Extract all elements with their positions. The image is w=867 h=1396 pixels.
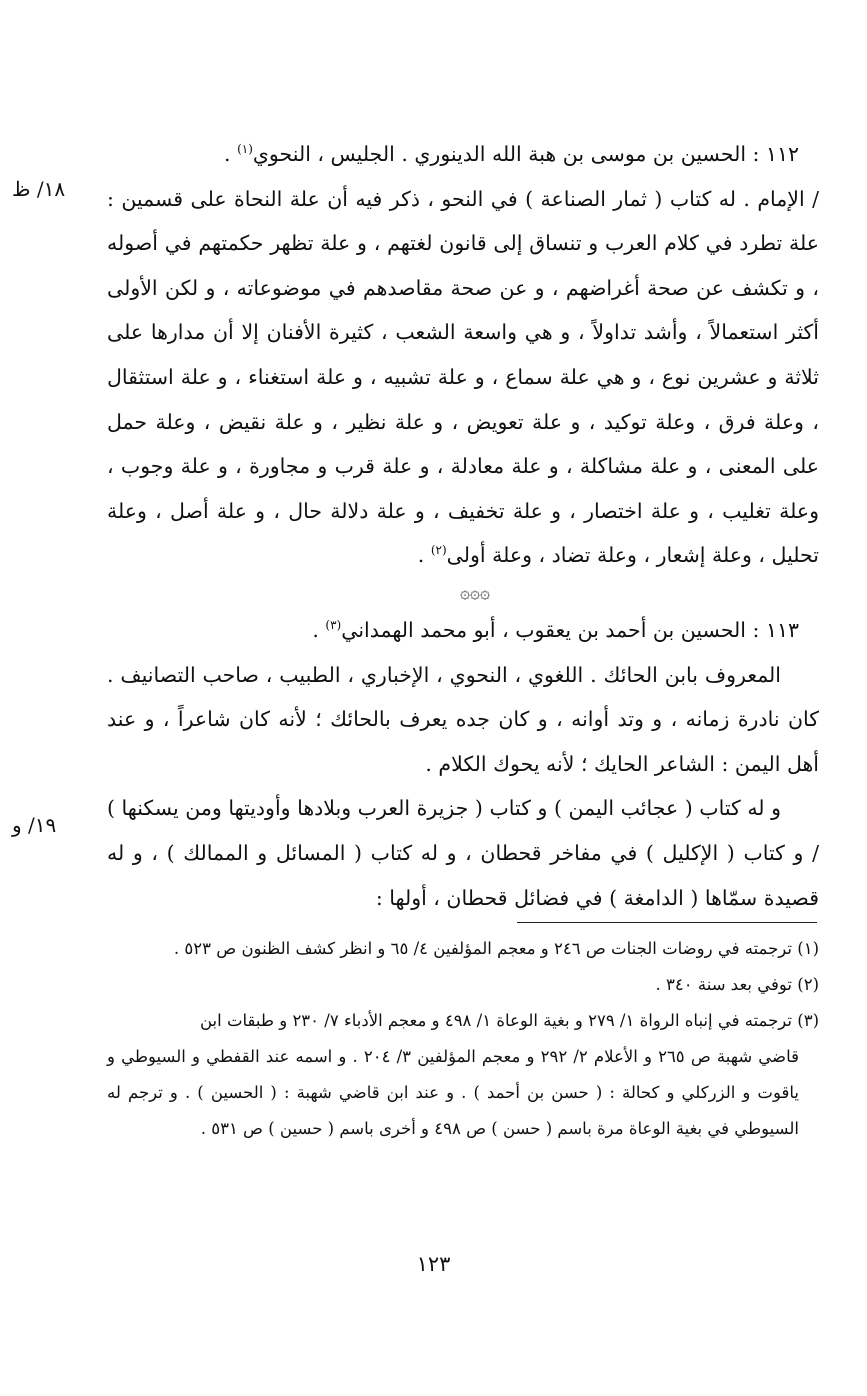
margin-folio-note-1: ١٨/ ظ: [12, 177, 66, 201]
entry-112-body: [107, 177, 819, 578]
entry-112-title-end: .: [224, 142, 238, 166]
section-separator: [107, 578, 819, 608]
footnote-ref-1: (١): [237, 142, 253, 157]
footnote-3-continuation: قاضي شهبة ص ٢٦٥ و الأعلام ٢/ ٢٩٢ و معجم المؤلفين ٣/ ٢٠٤ . و اسمه عند القفطي و السيوطي و ياقوت و الزركلي و كحالة : ( حسن بن أحمد ) . و عند ابن قاضي شهبة : ( الحسين ) . و ترجم له السيوطي في بغية الوعاة مرة باسم ( حسن ) ص ٤٩٨ و أخرى باسم ( حسين ) ص ٥٣١ .: [107, 1047, 799, 1138]
entry-112-body-end: .: [417, 543, 431, 568]
entry-112-title: ١١٢ : الحسين بن موسى بن هبة الله الدينوري . الجليس ، النحوي: [252, 142, 799, 166]
footnotes: [107, 931, 819, 1147]
entry-112-body-text: / الإمام . له كتاب ( ثمار الصناعة ) في النحو ، ذكر فيه أن علة النحاة على قسمين : علة تطرد في كلام العرب و تنساق إلى قانون لغتهم ، و علة تظهر حكمتهم في أصوله ، و تكشف عن صحة أغراضهم ، و عن صحة مقاصدهم في موضوعاته ، و لكن الأولى أكثر استعمالاً ، وأشد تداولاً ، و هي واسعة الشعب ، كثيرة الأفنان إلا أن مدارها على ثلاثة و عشرين نوع ، و هي علة سماع ، و علة تشبيه ، و علة استغناء ، و علة استثقال ، وعلة فرق ، وعلة توكيد ، و علة تعويض ، و علة نظير ، و علة نقيض ، وعلة حمل على المعنى ، و علة مشاكلة ، و علة معادلة ، و علة قرب و مجاورة ، و علة وجوب ، وعلة تغليب ، و علة اختصار ، و علة تخفيف ، و علة دلالة حال ، و علة أصل ، وعلة تحليل ، وعلة إشعار ، وعلة تضاد ، وعلة أولى: [107, 186, 819, 568]
page-number: ١٢٣: [416, 1252, 451, 1276]
entry-113-title: ١١٣ : الحسين بن أحمد بن يعقوب ، أبو محمد الهمداني: [341, 617, 799, 642]
separator-star-1: ۞: [460, 582, 471, 603]
entry-113-paragraph-2: و له كتاب ( عجائب اليمن ) و كتاب ( جزيرة العرب وبلادها وأوديتها ومن يسكنها ) / و كتاب ( الإكليل ) في مفاخر قحطان ، و له كتاب ( المسائل و الممالك ) ، و له قصيدة سمّاها ( الدامغة ) في فضائل قحطان ، أولها :: [107, 796, 819, 910]
entry-113-paragraph-1: المعروف بابن الحائك . اللغوي ، النحوي ، الإخباري ، الطبيب ، صاحب التصانيف . كان نادرة زمانه ، و وتد أوانه ، و كان جده يعرف بالحائك ؛ لأنه كان شاعراً ، و عند أهل اليمن : الشاعر الحايك ؛ لأنه يحوك الكلام .: [107, 662, 819, 776]
entry-112-heading: [107, 132, 819, 177]
footnote-ref-3: (٣): [325, 618, 342, 633]
footnote-ref-2: (٢): [430, 543, 447, 558]
footnote-3-first-line: (٣) ترجمته في إنباه الرواة ١/ ٢٧٩ و بغية الوعاة ١/ ٤٩٨ و معجم الأدباء ٧/ ٢٣٠ و طبقات ابن: [199, 1011, 819, 1030]
entry-113-title-end: .: [312, 617, 326, 642]
footnote-1: (١) ترجمته في روضات الجنات ص ٢٤٦ و معجم المؤلفين ٤/ ٦٥ و انظر كشف الظنون ص ٥٢٣ .: [173, 939, 819, 958]
margin-folio-note-2: ١٩/ و: [12, 813, 57, 837]
separator-star-3: ۞: [479, 582, 490, 603]
footnote-divider: [517, 922, 817, 923]
entry-113-heading: [107, 608, 819, 653]
main-text: [107, 132, 819, 920]
separator-star-2: ۞: [470, 582, 480, 603]
footnote-2: (٢) توفي بعد سنة ٣٤٠ .: [655, 975, 819, 994]
